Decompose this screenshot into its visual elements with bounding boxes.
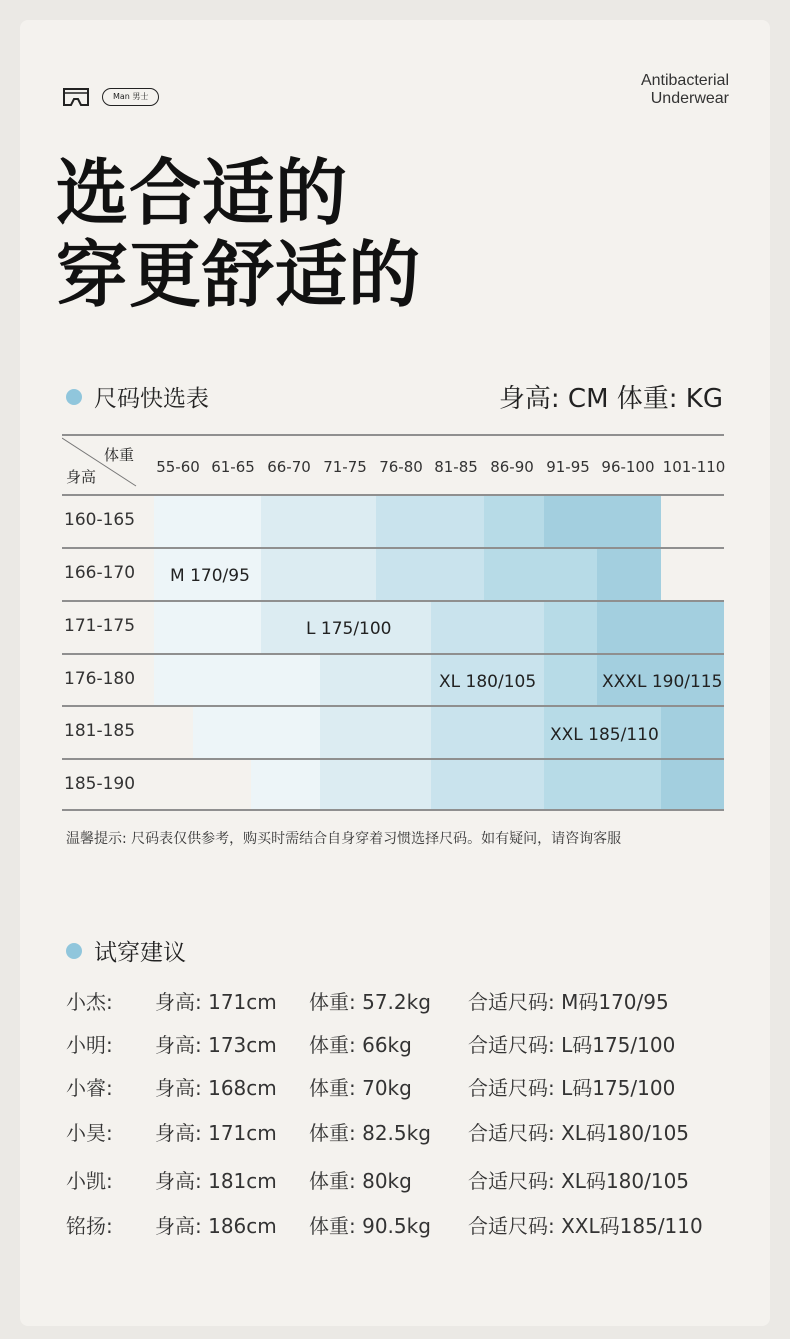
trial-weight: 体重: 90.5kg: [309, 1214, 431, 1238]
tagline-line-2: Underwear: [650, 90, 729, 107]
table-rule: [62, 705, 724, 707]
weight-header: 55-60: [156, 458, 200, 476]
weight-header: 101-110: [662, 458, 726, 476]
size-label: XXL 185/110: [550, 725, 659, 745]
trial-name: 小明:: [66, 1033, 113, 1057]
weight-header: 96-100: [601, 458, 655, 476]
height-header: 160-165: [64, 510, 136, 530]
table-rule: [62, 434, 724, 436]
size-cell: [261, 547, 376, 600]
height-header: 166-170: [64, 563, 136, 583]
weight-header: 61-65: [211, 458, 255, 476]
size-cell: [154, 653, 320, 705]
trial-size: 合适尺码: L码175/100: [468, 1076, 676, 1100]
size-cell: [320, 705, 431, 758]
tagline: [641, 72, 729, 108]
trial-heading: [66, 934, 186, 967]
brand-row: [62, 86, 159, 108]
table-rule: [62, 758, 724, 760]
size-cell: [193, 705, 320, 758]
trial-size: 合适尺码: XXL码185/110: [468, 1214, 703, 1238]
trial-title: 试穿建议: [94, 940, 186, 966]
trial-weight: 体重: 57.2kg: [309, 990, 431, 1014]
size-cell: [431, 758, 544, 810]
size-cell: [484, 494, 544, 547]
trial-height: 身高: 171cm: [155, 1121, 277, 1145]
trial-weight: 体重: 80kg: [309, 1169, 412, 1193]
size-cell: [544, 494, 661, 547]
weight-header: 71-75: [323, 458, 367, 476]
trial-size: 合适尺码: XL码180/105: [468, 1121, 690, 1145]
size-cell: [320, 758, 431, 810]
size-label: XXXL 190/115: [602, 672, 723, 692]
trial-size: 合适尺码: XL码180/105: [468, 1169, 690, 1193]
table-rule: [62, 494, 724, 496]
hero-title: [56, 152, 421, 316]
bullet-dot: [66, 943, 82, 959]
size-cell: [431, 600, 544, 653]
size-cell: [661, 705, 724, 758]
unit-label: 身高: CM 体重: KG: [498, 384, 723, 414]
weight-header: 66-70: [267, 458, 311, 476]
trial-name: 小睿:: [66, 1076, 113, 1100]
size-label: L 175/100: [306, 619, 392, 639]
size-cell: [320, 653, 431, 705]
size-cell: [251, 758, 320, 810]
weight-header: 81-85: [434, 458, 478, 476]
size-cell: [376, 494, 484, 547]
trial-name: 小凯:: [66, 1169, 113, 1193]
size-cell: [597, 600, 724, 653]
tagline-line-1: Antibacterial: [640, 72, 729, 89]
trial-weight: 体重: 70kg: [309, 1076, 412, 1100]
size-cell: [484, 547, 597, 600]
trial-name: 铭扬:: [66, 1214, 113, 1238]
briefs-icon: [62, 86, 90, 108]
bullet-dot: [66, 389, 82, 405]
size-cell: [661, 758, 724, 810]
trial-height: 身高: 171cm: [155, 990, 277, 1014]
height-header: 181-185: [64, 721, 136, 741]
weight-header: 76-80: [379, 458, 423, 476]
size-chart-heading: [66, 380, 209, 413]
size-cell: [376, 547, 484, 600]
size-cell: [154, 494, 261, 547]
size-cell: [597, 547, 661, 600]
size-chart-table: [62, 434, 724, 810]
size-note: 温馨提示: 尺码表仅供参考，购买时需结合自身穿着习惯选择尺码。如有疑问，请咨询客服: [66, 831, 622, 847]
trial-height: 身高: 186cm: [155, 1214, 277, 1238]
size-label: XL 180/105: [439, 672, 537, 692]
trial-weight: 体重: 82.5kg: [309, 1121, 431, 1145]
table-rule: [62, 653, 724, 655]
table-rule: [62, 600, 724, 602]
hero-line-1: 选合适的: [56, 151, 349, 235]
size-cell: [154, 600, 261, 653]
weight-header: 91-95: [546, 458, 590, 476]
size-cell: [431, 705, 544, 758]
size-chart-title: 尺码快选表: [94, 386, 209, 412]
trial-name: 小杰:: [66, 990, 113, 1014]
size-cell: [261, 494, 376, 547]
size-cell: [544, 653, 597, 705]
trial-height: 身高: 173cm: [155, 1033, 277, 1057]
trial-name: 小昊:: [66, 1121, 113, 1145]
table-rule: [62, 809, 724, 811]
weight-header: 86-90: [490, 458, 534, 476]
height-header: 171-175: [64, 616, 136, 636]
size-label: M 170/95: [170, 566, 250, 586]
height-header: 185-190: [64, 774, 136, 794]
size-cell: [544, 758, 661, 810]
trial-weight: 体重: 66kg: [309, 1033, 412, 1057]
corner-height-label: 身高: [66, 468, 97, 486]
table-rule: [62, 547, 724, 549]
trial-size: 合适尺码: M码170/95: [468, 990, 669, 1014]
corner-weight-label: 体重: [104, 446, 135, 464]
height-header: 176-180: [64, 669, 136, 689]
trial-height: 身高: 181cm: [155, 1169, 277, 1193]
trial-height: 身高: 168cm: [155, 1076, 277, 1100]
size-cell: [544, 600, 597, 653]
hero-line-2: 穿更舒适的: [56, 233, 422, 317]
gender-pill: Man 男士: [102, 88, 159, 106]
trial-size: 合适尺码: L码175/100: [468, 1033, 676, 1057]
